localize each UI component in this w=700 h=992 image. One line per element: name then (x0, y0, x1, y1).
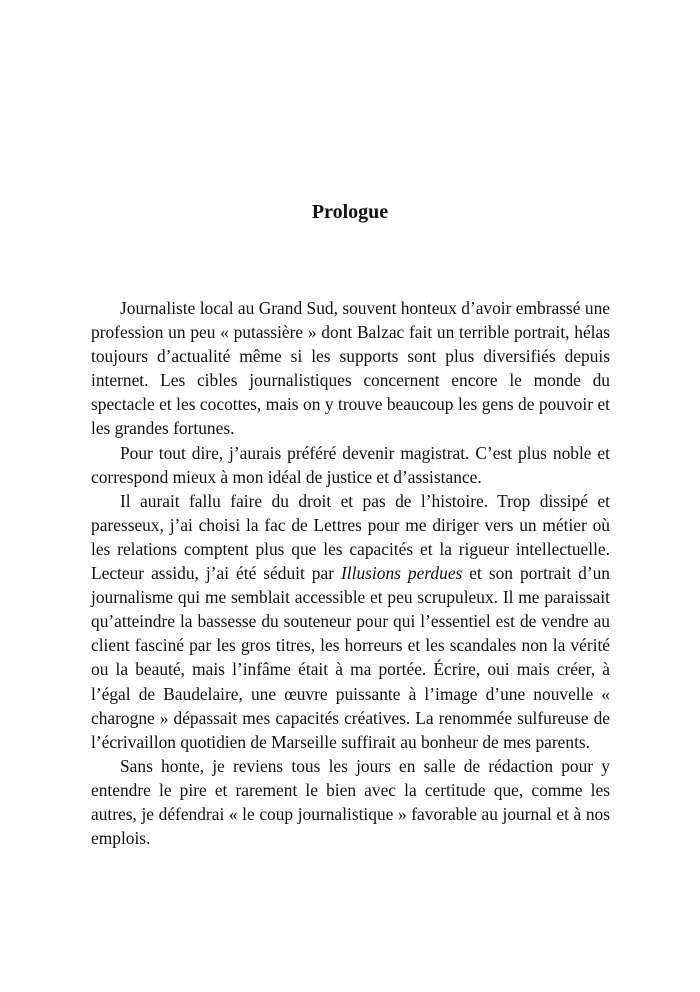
paragraph-4: Sans honte, je reviens tous les jours en salle de rédaction pour y entendre le pire et rarement le bien avec la certitude que, comme les autres, je défendrai « le coup journalistique » favorable au journal et à nos emplois. (91, 755, 610, 849)
paragraph-1: Journaliste local au Grand Sud, souvent honteux d’avoir embrassé une profession un peu « putassière » dont Balzac fait un terrible portrait, hélas toujours d’actualité même si les supports sont plus diversifiés depuis internet. Les cibles journalistiques concernent encore le monde du spectacle et les cocottes, mais on y trouve beaucoup les gens de pouvoir et les grandes fortunes. (91, 298, 610, 439)
paragraph-3-part-2: et son portrait d’un journalisme qui me semblait accessible et peu scrupuleux. Il me paraissait qu’atteindre la bassesse du souteneur pour qui l’essentiel est de vendre au client fasciné par les gros titres, les horreurs et les scandales non la vérité ou la beauté, mais l’infâme était à ma portée. Écrire, oui mais créer, à l’égal de Baudelaire, une œuvre puissante à l’image d’une nouvelle « charogne » dépassait mes capacités créatives. La renommée sulfureuse de l’écrivaillon quotidien de Marseille suffirait au bonheur de mes parents. (91, 563, 611, 752)
paragraph-2: Pour tout dire, j’aurais préféré devenir magistrat. C’est plus noble et correspond mieux à mon idéal de justice et d’assistance. (91, 442, 610, 487)
book-title-illusions-perdues: Illusions perdues (341, 563, 463, 584)
chapter-title: Prologue (311, 201, 389, 223)
paragraph-3 (91, 489, 610, 754)
paragraph-3-part-1: Il aurait fallu faire du droit et pas de l’histoire. Trop dissipé et paresseux, j’ai choisi la fac de Lettres pour me diriger vers un métier où les relations comptent plus que les capacités et la rigueur intellectuelle. Lecteur assidu, j’ai été séduit par (91, 490, 610, 584)
prologue-body (91, 296, 610, 850)
